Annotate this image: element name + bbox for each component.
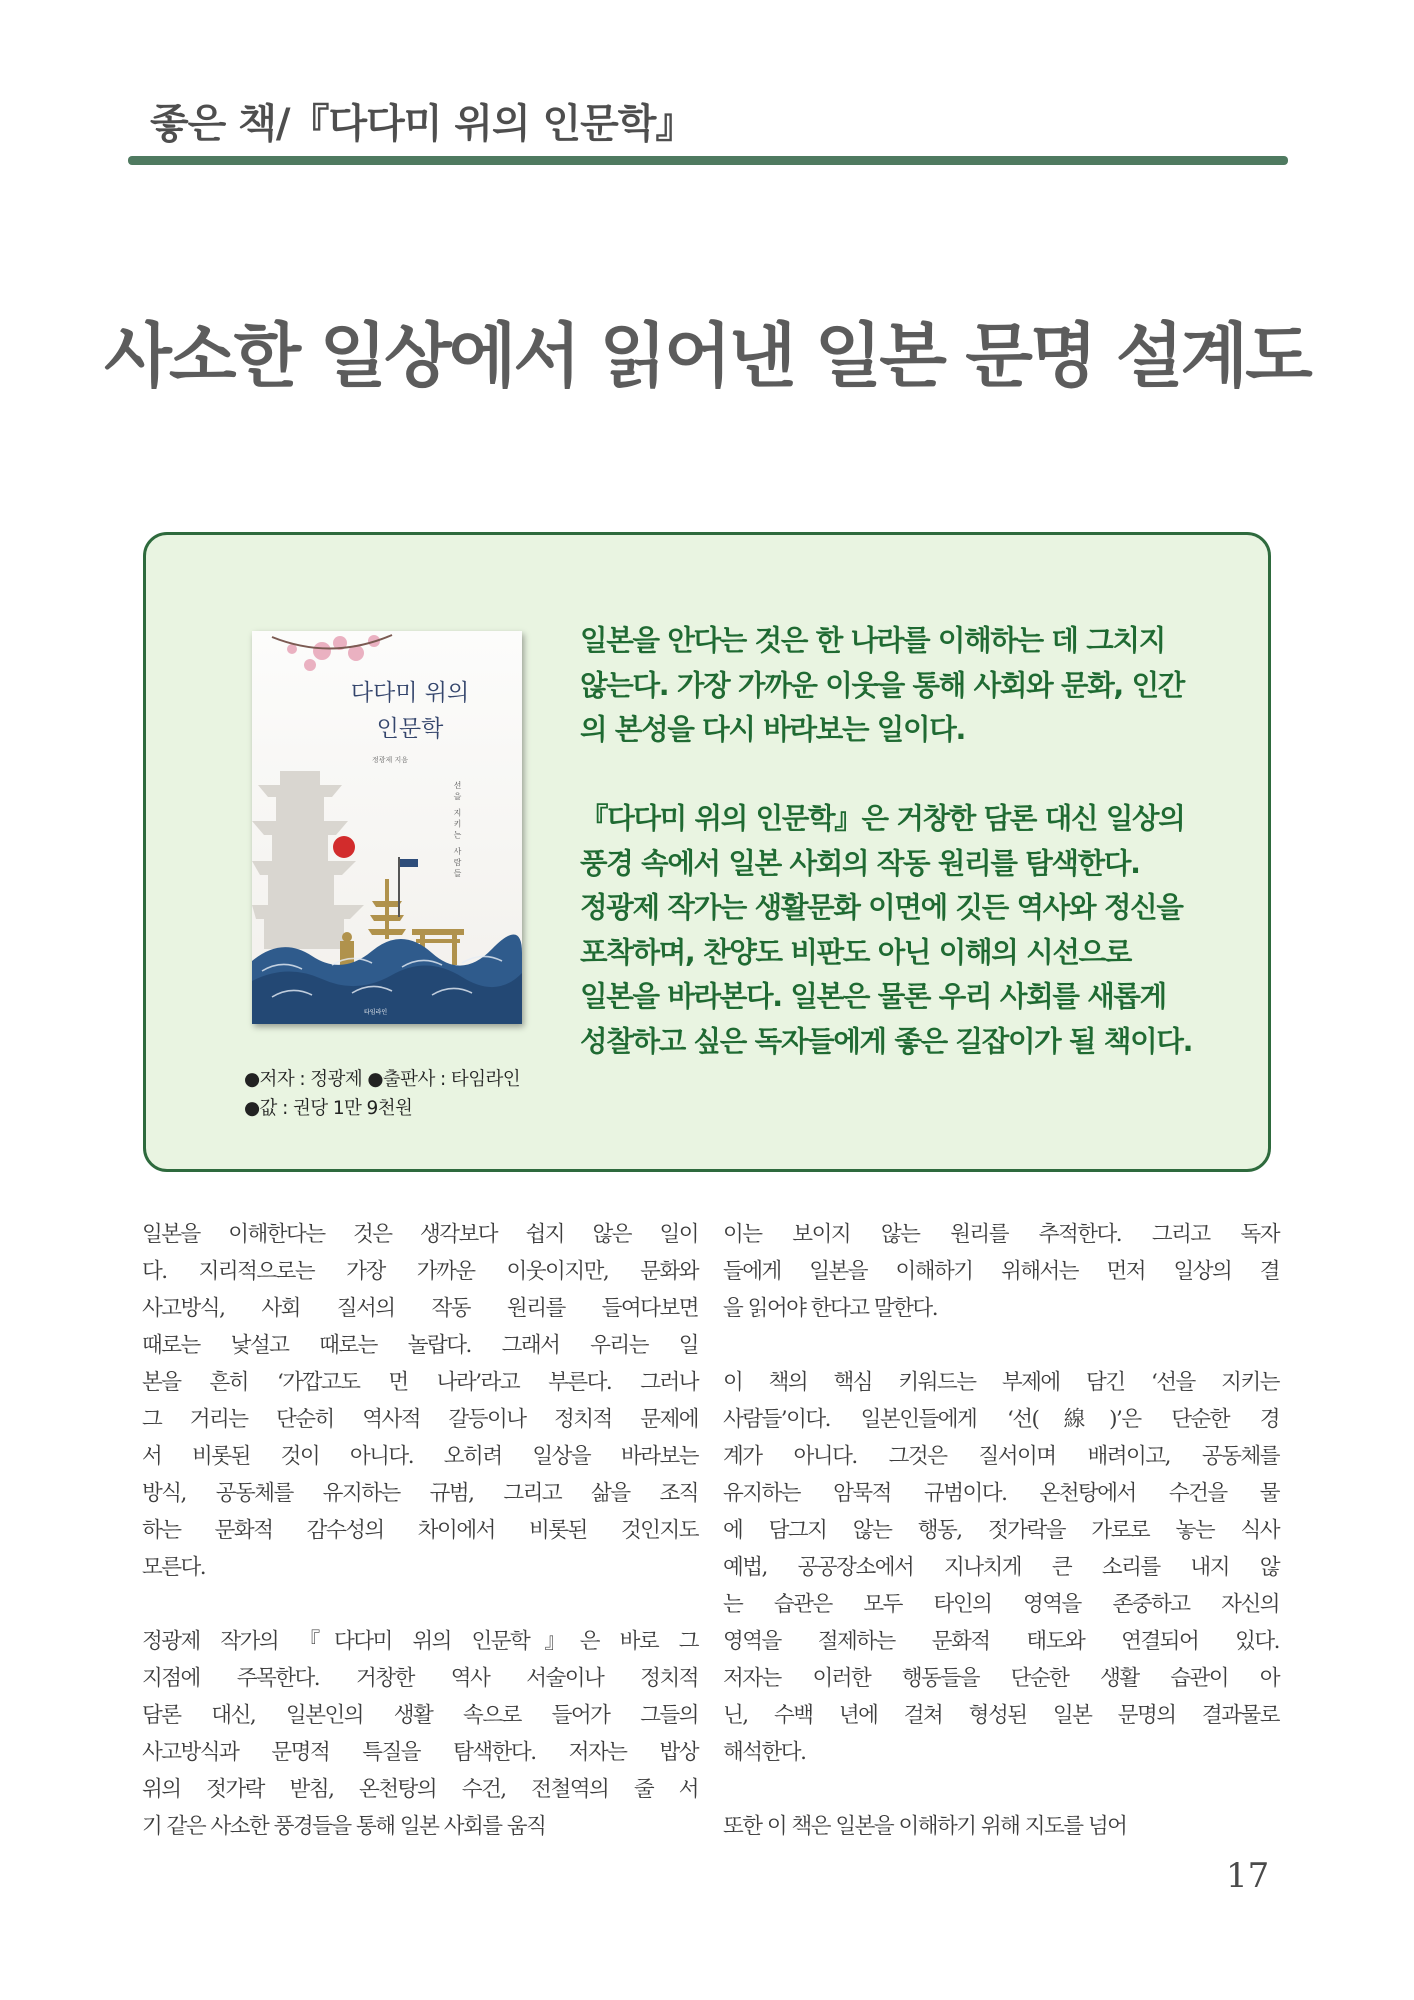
body-paragraph	[723, 1808, 1279, 1845]
body-paragraph	[142, 1216, 698, 1586]
text-line: 일본을 바라본다. 일본은 물론 우리 사회를 새롭게	[580, 980, 1166, 1013]
text-line: 또한 이 책은 일본을 이해하기 위해 지도를 넘어	[723, 1814, 1127, 1839]
text-line: 때로는 낯설고 때로는 놀랍다. 그래서 우리는 일	[142, 1333, 698, 1358]
headline: 사소한 일상에서 읽어낸 일본 문명 설계도	[104, 315, 1310, 397]
book-price: ●값 : 권당 1만 9천원	[244, 1098, 413, 1119]
text-line: 담론 대신, 일본인의 생활 속으로 들어가 그들의	[142, 1703, 698, 1728]
text-line: 방식, 공동체를 유지하는 규범, 그리고 삶을 조직	[142, 1481, 698, 1506]
book-info	[244, 1065, 520, 1123]
header-divider	[128, 156, 1288, 165]
text-line: 해석한다.	[723, 1740, 806, 1765]
text-line: 유지하는 암묵적 규범이다. 온천탕에서 수건을 물	[723, 1481, 1279, 1506]
text-line: 정광제 작가는 생활문화 이면에 깃든 역사와 정신을	[580, 891, 1183, 924]
text-line: 일본을 이해한다는 것은 생각보다 쉽지 않은 일이	[142, 1222, 698, 1247]
body-column-right	[723, 1216, 1279, 1845]
text-line: 사고방식과 문명적 특질을 탐색한다. 저자는 밥상	[142, 1740, 698, 1765]
text-line: 예법, 공공장소에서 지나치게 큰 소리를 내지 않	[723, 1555, 1279, 1580]
text-line: 기 같은 사소한 풍경들을 통해 일본 사회를 움직	[142, 1814, 546, 1839]
text-line: 사람들’이다. 일본인들에게 ‘선(線)’은 단순한 경	[723, 1407, 1279, 1432]
book-author-publisher: ●저자 : 정광제 ●출판사 : 타임라인	[244, 1069, 521, 1090]
text-line: 포착하며, 찬양도 비판도 아닌 이해의 시선으로	[580, 935, 1132, 969]
text-line: 을 읽어야 한다고 말한다.	[723, 1296, 938, 1321]
text-line: 하는 문화적 감수성의 차이에서 비롯된 것인지도	[142, 1518, 698, 1543]
page-number: 17	[1226, 1856, 1270, 1896]
text-line: 영역을 절제하는 문화적 태도와 연결되어 있다.	[723, 1629, 1279, 1654]
text-line: 풍경 속에서 일본 사회의 작동 원리를 탐색한다.	[580, 846, 1140, 880]
body-paragraph	[142, 1623, 698, 1845]
text-line: 는 습관은 모두 타인의 영역을 존중하고 자신의	[723, 1592, 1279, 1617]
text-line: 계가 아니다. 그것은 질서이며 배려이고, 공동체를	[723, 1444, 1279, 1469]
summary-text	[580, 619, 1260, 1064]
cover-title: 다다미 위의 인문학	[350, 680, 470, 742]
cover-publisher: 타임라인	[364, 1009, 388, 1016]
text-line: 닌, 수백 년에 걸쳐 형성된 일본 문명의 결과물로	[723, 1703, 1279, 1728]
cover-author: 정광제 지음	[372, 756, 409, 764]
book-summary-box	[143, 532, 1271, 1172]
text-line: 정광제 작가의 『다다미 위의 인문학』은 바로 그	[142, 1629, 698, 1654]
text-line: 그 거리는 단순히 역사적 갈등이나 정치적 문제에	[142, 1407, 698, 1432]
text-line: 의 본성을 다시 바라보는 일이다.	[580, 713, 966, 746]
text-line: 『다다미 위의 인문학』은 거창한 담론 대신 일상의	[580, 802, 1185, 835]
body-column-left	[142, 1216, 698, 1845]
text-line: 않는다. 가장 가까운 이웃을 통해 사회와 문화, 인간	[580, 668, 1185, 702]
text-line: 위의 젓가락 받침, 온천탕의 수건, 전철역의 줄 서	[142, 1777, 698, 1802]
body-paragraph	[723, 1364, 1279, 1771]
text-line: 성찰하고 싶은 독자들에게 좋은 길잡이가 될 책이다.	[580, 1024, 1193, 1058]
text-line: 이는 보이지 않는 원리를 추적한다. 그리고 독자	[723, 1222, 1279, 1247]
summary-paragraph	[580, 619, 1260, 753]
text-line: 모른다.	[142, 1555, 206, 1580]
text-line: 저자는 이러한 행동들을 단순한 생활 습관이 아	[723, 1666, 1279, 1691]
text-line: 서 비롯된 것이 아니다. 오히려 일상을 바라보는	[142, 1444, 698, 1469]
text-line: 본을 흔히 ‘가깝고도 먼 나라’라고 부른다. 그러나	[142, 1370, 698, 1395]
body-paragraph	[723, 1216, 1279, 1327]
text-line: 지점에 주목한다. 거창한 역사 서술이나 정치적	[142, 1666, 698, 1691]
text-line: 일본을 안다는 것은 한 나라를 이해하는 데 그치지	[580, 624, 1165, 657]
text-line: 다. 지리적으로는 가장 가까운 이웃이지만, 문화와	[142, 1259, 698, 1284]
text-line: 이 책의 핵심 키워드는 부제에 담긴 ‘선을 지키는	[723, 1370, 1279, 1395]
book-cover-image	[252, 631, 522, 1024]
text-line: 들에게 일본을 이해하기 위해서는 먼저 일상의 결	[723, 1259, 1279, 1284]
cover-subtitle: 선을 지키는 사람들	[453, 781, 462, 881]
section-title: 좋은 책/『다다미 위의 인문학』	[150, 101, 695, 147]
text-line: 에 담그지 않는 행동, 젓가락을 가로로 놓는 식사	[723, 1518, 1279, 1543]
text-line: 사고방식, 사회 질서의 작동 원리를 들여다보면	[142, 1296, 698, 1321]
summary-paragraph	[580, 797, 1260, 1064]
